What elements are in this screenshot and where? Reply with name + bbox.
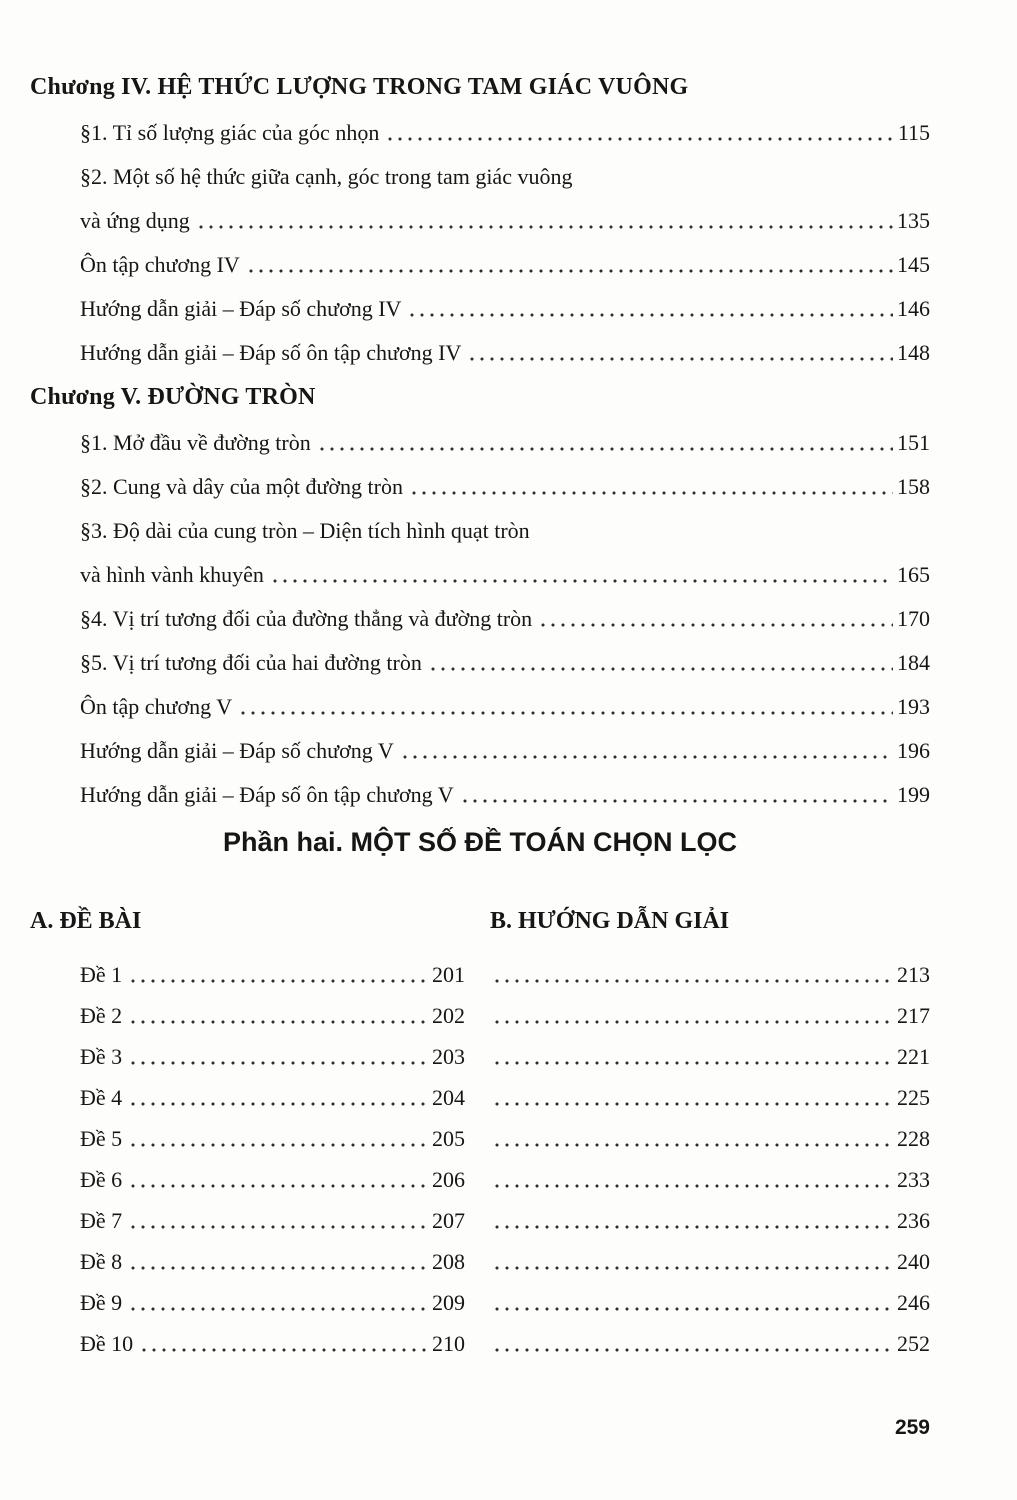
toc-entry [80,118,930,148]
exam-row [80,1124,930,1154]
dot-leader [492,1083,893,1113]
entry-page-number: 193 [897,694,930,719]
dot-leader [492,960,893,990]
dot-leader [128,1165,428,1195]
entry-title: Hướng dẫn giải – Đáp số chương IV [80,296,402,321]
dot-leader [385,118,893,148]
problem-page-number: 205 [432,1126,465,1151]
chapter-5-entries [30,428,930,810]
dot-leader [128,1042,428,1072]
entry-title: Ôn tập chương V [80,694,233,719]
exam-row [80,1165,930,1195]
problem-page-number: 208 [432,1249,465,1274]
entry-page-number: 145 [897,252,930,277]
exam-solution-cell [492,1042,930,1072]
problem-page-number: 210 [432,1331,465,1356]
dot-leader [492,1206,893,1236]
toc-entry [80,428,930,458]
entry-page-number: 170 [897,606,930,631]
dot-leader [128,1083,428,1113]
exam-list [30,960,930,1359]
chapter-4-section [30,72,930,368]
toc-entry-continuation [80,560,930,590]
solution-page-number: 228 [897,1126,930,1151]
column-headers-row [30,906,930,936]
exam-problem-cell [80,1329,465,1359]
dot-leader [400,736,893,766]
entry-page-number: 165 [897,562,930,587]
dot-leader [128,1124,428,1154]
exam-label: Đề 8 [80,1249,123,1274]
problem-page-number: 202 [432,1003,465,1028]
exam-label: Đề 4 [80,1085,123,1110]
exam-row [80,1206,930,1236]
chapter-4-entries [30,118,930,368]
dot-leader [460,780,893,810]
toc-entry [80,250,930,280]
dot-leader [139,1329,428,1359]
entry-title: §2. Một số hệ thức giữa cạnh, góc trong tam giác vuông [80,164,573,189]
dot-leader [492,1288,893,1318]
exam-problem-cell [80,960,465,990]
dot-leader [409,472,893,502]
exam-row [80,1247,930,1277]
exam-problem-cell [80,1042,465,1072]
exam-solution-cell [492,1329,930,1359]
exam-solution-cell [492,1001,930,1031]
dot-leader [128,1247,428,1277]
exam-solution-cell [492,1247,930,1277]
exam-row [80,1329,930,1359]
solution-page-number: 240 [897,1249,930,1274]
exam-solution-cell [492,1165,930,1195]
dot-leader [492,1165,893,1195]
exam-label: Đề 9 [80,1290,123,1315]
toc-entry [80,780,930,810]
solution-page-number: 221 [897,1044,930,1069]
dot-leader [270,560,893,590]
entry-title: Hướng dẫn giải – Đáp số chương V [80,738,394,763]
exam-label: Đề 10 [80,1331,134,1356]
entry-title-continuation: và ứng dụng [80,208,190,233]
dot-leader [467,338,893,368]
chapter-4-heading: Chương IV. HỆ THỨC LƯỢNG TRONG TAM GIÁC VUÔNG [30,74,689,100]
column-gap [465,960,492,990]
dot-leader [128,1288,428,1318]
dot-leader [196,206,893,236]
entry-page-number: 135 [897,208,930,233]
column-gap [465,1001,492,1031]
dot-leader [128,960,428,990]
exam-row [80,1288,930,1318]
page-number: 259 [894,1416,930,1439]
dot-leader [492,1124,893,1154]
toc-entry-continuation [80,206,930,236]
exam-solution-cell [492,1288,930,1318]
dot-leader [428,648,893,678]
exam-problem-cell [80,1124,465,1154]
column-gap [465,1247,492,1277]
toc-entry [80,472,930,502]
entry-page-number: 115 [897,120,930,145]
chapter-5-section [30,382,930,810]
dot-leader [246,250,893,280]
toc-entry [80,648,930,678]
exam-problem-cell [80,1288,465,1318]
part-2-heading: Phần hai. MỘT SỐ ĐỀ TOÁN CHỌN LỌC [222,827,738,857]
entry-page-number: 148 [897,340,930,365]
exam-problem-cell [80,1165,465,1195]
dot-leader [492,1329,893,1359]
toc-entry [80,516,930,546]
entry-page-number: 199 [897,782,930,807]
dot-leader [538,604,893,634]
exam-solution-cell [492,1206,930,1236]
toc-entry [80,162,930,192]
chapter-5-heading: Chương V. ĐƯỜNG TRÒN [30,384,316,410]
entry-page-number: 158 [897,474,930,499]
exam-row [80,1083,930,1113]
exam-row [80,1001,930,1031]
exam-label: Đề 2 [80,1003,123,1028]
column-a-header: A. ĐỀ BÀI [30,908,142,934]
exam-label: Đề 6 [80,1167,123,1192]
entry-title: §3. Độ dài của cung tròn – Diện tích hình quạt tròn [80,518,530,543]
entry-title: §1. Mở đầu về đường tròn [80,430,311,455]
exam-label: Đề 5 [80,1126,123,1151]
exam-label: Đề 3 [80,1044,123,1069]
exam-row [80,1042,930,1072]
column-gap [465,1206,492,1236]
solution-page-number: 217 [897,1003,930,1028]
column-gap [465,1124,492,1154]
exam-label: Đề 7 [80,1208,123,1233]
entry-page-number: 196 [897,738,930,763]
toc-entry [80,736,930,766]
entry-page-number: 151 [897,430,930,455]
exam-problem-cell [80,1083,465,1113]
problem-page-number: 201 [432,962,465,987]
exam-label: Đề 1 [80,962,123,987]
entry-title: §2. Cung và dây của một đường tròn [80,474,403,499]
exam-solution-cell [492,960,930,990]
column-gap [465,1083,492,1113]
column-gap [465,1329,492,1359]
toc-entry [80,294,930,324]
entry-title: Ôn tập chương IV [80,252,240,277]
exam-solution-cell [492,1083,930,1113]
dot-leader [128,1206,428,1236]
dot-leader [238,692,893,722]
solution-page-number: 236 [897,1208,930,1233]
problem-page-number: 207 [432,1208,465,1233]
column-gap [465,1042,492,1072]
solution-page-number: 233 [897,1167,930,1192]
entry-title: §5. Vị trí tương đối của hai đường tròn [80,650,422,675]
problem-page-number: 206 [432,1167,465,1192]
exam-problem-cell [80,1206,465,1236]
exam-problem-cell [80,1001,465,1031]
solution-page-number: 252 [897,1331,930,1356]
entry-page-number: 184 [897,650,930,675]
column-gap [465,1288,492,1318]
dot-leader [492,1247,893,1277]
toc-entry [80,338,930,368]
solution-page-number: 213 [897,962,930,987]
dot-leader [492,1042,893,1072]
problem-page-number: 204 [432,1085,465,1110]
entry-title: §4. Vị trí tương đối của đường thẳng và đường tròn [80,606,533,631]
entry-title: Hướng dẫn giải – Đáp số ôn tập chương V [80,782,454,807]
problem-page-number: 203 [432,1044,465,1069]
solution-page-number: 246 [897,1290,930,1315]
toc-entry [80,604,930,634]
entry-title: Hướng dẫn giải – Đáp số ôn tập chương IV [80,340,462,365]
exam-row [80,960,930,990]
toc-entry [80,692,930,722]
entry-title-continuation: và hình vành khuyên [80,562,264,587]
dot-leader [128,1001,428,1031]
entry-title: §1. Tỉ số lượng giác của góc nhọn [80,120,380,145]
problem-page-number: 209 [432,1290,465,1315]
dot-leader [492,1001,893,1031]
column-b-header: B. HƯỚNG DẪN GIẢI [490,908,730,934]
solution-page-number: 225 [897,1085,930,1110]
column-gap [465,1165,492,1195]
exam-problem-cell [80,1247,465,1277]
entry-page-number: 146 [897,296,930,321]
dot-leader [407,294,893,324]
dot-leader [317,428,893,458]
exam-solution-cell [492,1124,930,1154]
